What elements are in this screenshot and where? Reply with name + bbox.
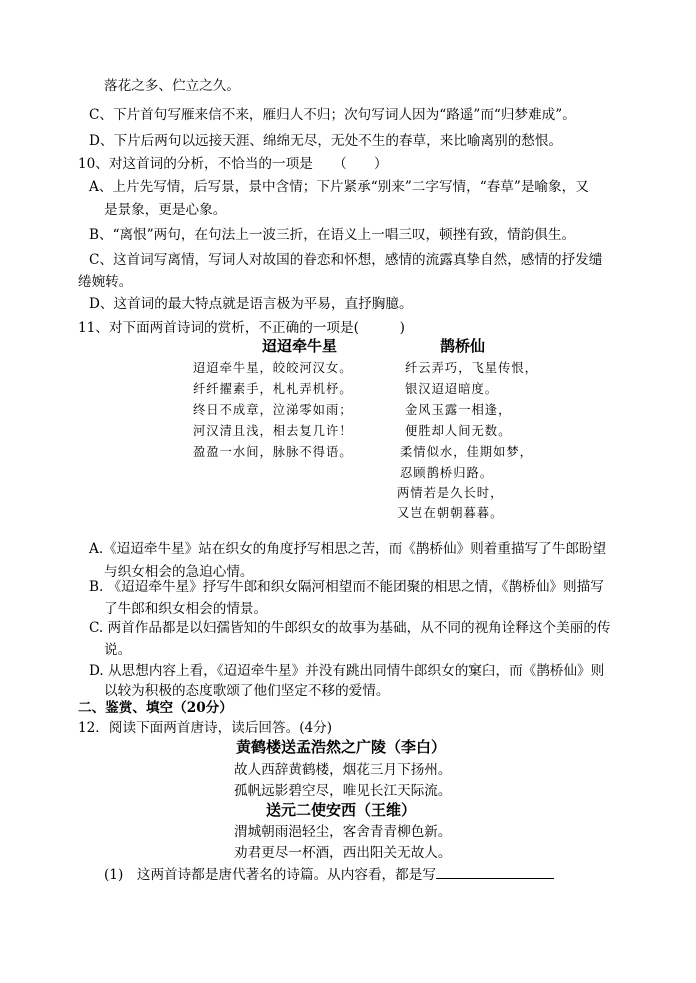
poem-queqiao-line: 又岂在朝朝暮暮。: [397, 506, 504, 520]
poem-queqiao-line: 纤云弄巧，飞星传恨，: [405, 361, 538, 375]
poem-tiaotiao-line: 盈盈一水间，脉脉不得语。: [193, 445, 353, 459]
poem-queqiao-title: 鹊桥仙: [440, 337, 486, 355]
poem-queqiao-line: 银汉迢迢暗度。: [405, 382, 499, 396]
poem-songyuaner-line: 劝君更尽一杯酒，西出阳关无故人。: [234, 845, 452, 861]
answer-blank[interactable]: [436, 864, 554, 879]
q10-option-a-cont: 是景象，更是心象。: [104, 202, 227, 218]
q10-option-c-cont: 绻婉转。: [78, 274, 133, 290]
q10-option-b: B、“离恨”两句，在句法上一波三折，在语义上一唱三叹，顿挫有致，情韵俱生。: [89, 227, 576, 243]
q9-option-d: D、下片后两句以远接天涯、绵绵无尽，无处不生的春草，来比喻离别的愁恨。: [89, 133, 563, 149]
poem-queqiao-line: 忍顾鹊桥归路。: [400, 466, 494, 480]
q11-option-d-cont: 以较为积极的态度歌颂了他们坚定不移的爱情。: [104, 683, 390, 699]
q10-option-c: C、这首词写离情，写词人对故国的眷恋和怀想，感情的流露真挚自然，感情的抒发缱: [89, 252, 603, 268]
poem-tiaotiao-line: 纤纤擢素手，札札弄机杼。: [193, 382, 353, 396]
poem-huanghelou-line: 故人西辞黄鹤楼，烟花三月下扬州。: [234, 762, 452, 778]
poem-huanghelou-title: 黄鹤楼送孟浩然之广陵（李白）: [236, 738, 447, 756]
poem-queqiao-line: 两情若是久长时，: [397, 486, 504, 500]
q11-option-c-cont: 说。: [104, 642, 132, 658]
poem-tiaotiao-line: 迢迢牵牛星，皎皎河汉女。: [193, 361, 353, 375]
q9-option-c: C、下片首句写雁来信不来，雁归人不归；次句写词人因为“路遥”而“归梦难成”。: [89, 107, 576, 123]
poem-queqiao-line: 金风玉露一相逢，: [405, 403, 512, 417]
q9-continuation: 落花之多、伫立之久。: [104, 78, 240, 94]
poem-huanghelou-line: 孤帆远影碧空尽，唯见长江天际流。: [234, 783, 452, 799]
poem-queqiao-line: 便胜却人间无数。: [405, 424, 512, 438]
poem-tiaotiao-title: 迢迢牵牛星: [262, 337, 338, 355]
poem-queqiao-line: 柔情似水，佳期如梦，: [400, 445, 533, 459]
q10-option-a: A、上片先写情，后写景，景中含情；下片紧承“别来”二字写情，“春草”是喻象，又: [89, 179, 589, 195]
section-heading: 二、鉴赏、填空（20分）: [78, 700, 233, 716]
poem-songyuaner-line: 渭城朝雨浥轻尘，客舍青青柳色新。: [234, 824, 452, 840]
q12-sub1-text: (1) 这两首诗都是唐代著名的诗篇。从内容看，都是写: [104, 867, 436, 883]
q12-sub1: [104, 864, 554, 885]
poem-tiaotiao-line: 河汉清且浅，相去复几许！: [193, 424, 353, 438]
q12-stem: 12．阅读下面两首唐诗，读后回答。(4分): [78, 720, 333, 736]
q11-option-b-cont: 了牛郎和织女相会的情景。: [104, 601, 268, 617]
q11-option-d: D. 从思想内容上看，《迢迢牵牛星》并没有跳出同情牛郎织女的窠臼，而《鹊桥仙》则: [89, 663, 605, 679]
q11-stem: 11、对下面两首诗词的赏析，不正确的一项是( ): [78, 320, 405, 336]
q11-option-a-cont: 与织女相会的急迫心情。: [104, 564, 254, 580]
q10-stem: 10、对这首词的分析，不恰当的一项是 （ ）: [78, 156, 388, 172]
q11-option-a: A.《迢迢牵牛星》站在织女的角度抒写相思之苦，而《鹊桥仙》则着重描写了牛郎盼望: [89, 541, 607, 557]
q11-option-b: B. 《迢迢牵牛星》抒写牛郎和织女隔河相望而不能团聚的相思之情，《鹊桥仙》则描写: [89, 579, 604, 595]
q10-option-d: D、这首词的最大特点就是语言极为平易，直抒胸臆。: [89, 296, 413, 312]
poem-tiaotiao-line: 终日不成章，泣涕零如雨；: [193, 403, 353, 417]
q11-option-c: C. 两首作品都是以妇孺皆知的牛郎织女的故事为基础，从不同的视角诠释这个美丽的传: [89, 620, 611, 636]
poem-songyuaner-title: 送元二使安西（王维）: [266, 801, 417, 819]
